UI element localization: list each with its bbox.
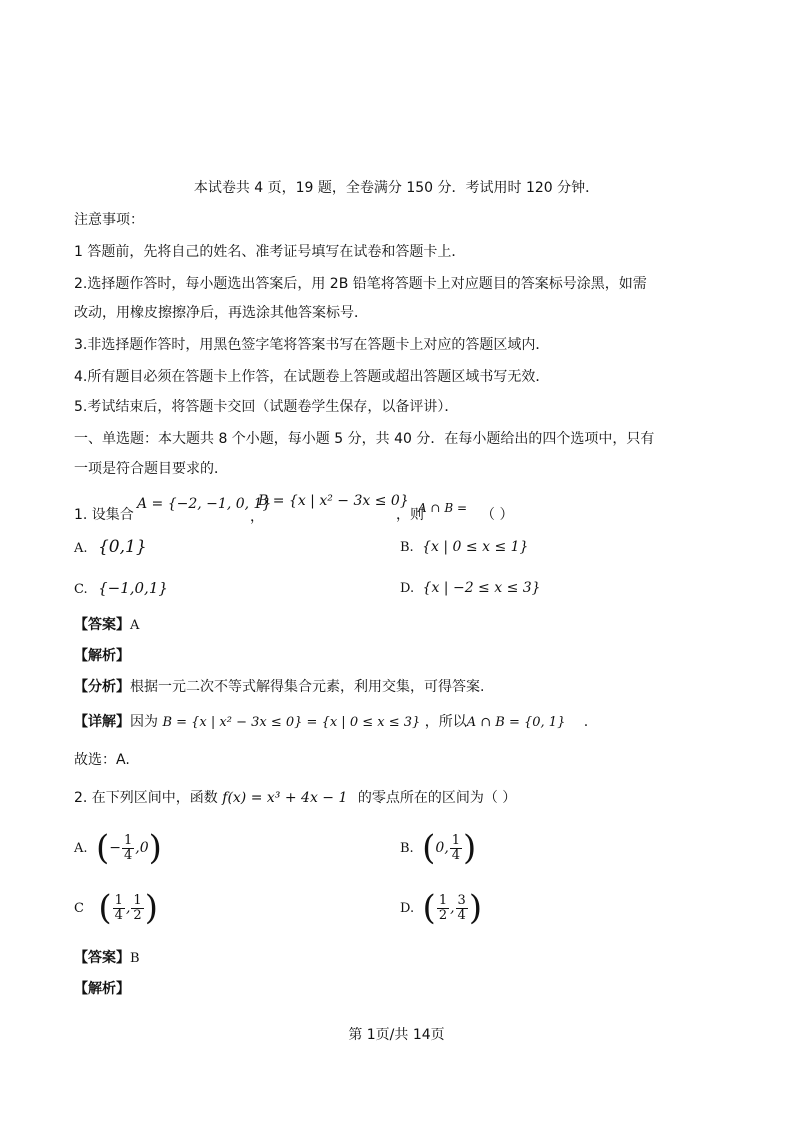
exam-intro: 本试卷共 4 页，19 题，全卷满分 150 分．考试用时 120 分钟．	[193, 180, 600, 196]
q1-xiangjie-math2: A ∩ B = {0, 1}	[466, 715, 566, 730]
q1-xiangjie	[74, 712, 588, 733]
q1-fenxi-text: 根据一元二次不等式解得集合元素，利用交集，可得答案.	[130, 679, 485, 695]
q1-fenxi	[74, 677, 484, 697]
q1-analysis-tag: 【解析】	[74, 648, 130, 664]
q1-xiangjie-b: ，所以	[424, 714, 467, 730]
note-item-4: 4.所有题目必须在答题卡上作答，在试题卷上答题或超出答题区域书写无效．	[74, 369, 550, 385]
notes-title: 注意事项：	[74, 212, 144, 228]
note-item-3: 3.非选择题作答时，用黑色签字笔将答案书写在答题卡上对应的答题区域内．	[74, 337, 550, 353]
q2-option-d-label: D.	[400, 901, 415, 916]
q1-xiangjie-tag: 【详解】	[74, 714, 130, 730]
q2-option-a-fraction: $\frac{1}{4}$	[123, 832, 133, 863]
q1-answer	[74, 615, 139, 636]
q1-option-b	[400, 537, 528, 558]
q1-option-b-text: {x | 0 ≤ x ≤ 1}	[422, 539, 529, 555]
q2-option-c-fraction-1: $\frac{1}{4}$	[114, 892, 123, 923]
q2-prefix: 2. 在下列区间中，函数	[74, 790, 218, 806]
q2-answer-tag: 【答案】	[74, 950, 130, 966]
q2-option-b: B. (0, $\frac{1}{4}$ )	[400, 828, 477, 868]
q1-option-c-text: {−1,0,1}	[98, 579, 168, 597]
q2-suffix: 的零点所在的区间为（ ）	[357, 790, 517, 806]
q1-option-d	[400, 578, 541, 599]
q2-option-d-fraction-1: $\frac{1}{2}$	[438, 892, 448, 923]
q1-option-a-label: A.	[74, 541, 88, 556]
q2-option-c: C ( $\frac{1}{4}$ , $\frac{1}{2}$ )	[74, 888, 158, 928]
q1-answer-tag: 【答案】	[74, 617, 130, 633]
q1-option-c	[74, 578, 168, 600]
q1-option-a-text: {0,1}	[97, 537, 147, 557]
q2-option-c-fraction-2: $\frac{1}{2}$	[133, 892, 142, 923]
note-item-2-cont: 改动，用橡皮擦擦净后，再选涂其他答案标号．	[74, 305, 368, 321]
q1-xiangjie-math: B = {x | x² − 3x ≤ 0} = {x | 0 ≤ x ≤ 3}	[162, 715, 421, 730]
q2-option-b-fraction: $\frac{1}{4}$	[451, 832, 461, 863]
q2-option-a-label: A.	[74, 841, 88, 856]
q2-option-d: D. ( $\frac{1}{2}$ , $\frac{3}{4}$ )	[400, 888, 483, 928]
q1-intersection: A ∩ B =	[418, 501, 468, 515]
note-item-5: 5.考试结束后，将答题卡交回（试题卷学生保存，以备评讲）．	[74, 399, 459, 415]
q2-option-b-label: B.	[400, 841, 414, 856]
q2-answer	[74, 948, 140, 969]
q1-option-d-text: {x | −2 ≤ x ≤ 3}	[422, 580, 541, 596]
note-item-1: 1 答题前，先将自己的姓名、准考证号填写在试卷和答题卡上．	[74, 244, 466, 260]
q1-set-b: B = {x | x² − 3x ≤ 0}	[258, 493, 409, 509]
q1-blank: （ ）	[481, 507, 514, 523]
q1-option-c-label: C.	[74, 582, 88, 597]
section-heading: 一、单选题：本大题共 8 个小题，每小题 5 分，共 40 分．在每小题给出的四个选项中，只有	[74, 431, 655, 447]
q1-stem	[74, 505, 134, 525]
section-heading-cont: 一项是符合题目要求的．	[74, 461, 228, 477]
page-footer: 第 1页/共 14页	[348, 1027, 445, 1043]
q1-comma: ，	[250, 509, 264, 525]
q2-option-d-fraction-2: $\frac{3}{4}$	[457, 892, 466, 923]
q2-option-c-label: C	[74, 901, 84, 916]
q2-option-a: A. (− $\frac{1}{4}$ ,0)	[74, 828, 162, 868]
q1-prefix: 1. 设集合	[74, 507, 134, 523]
q1-option-d-label: D.	[400, 581, 415, 596]
q2-stem	[74, 788, 516, 808]
q1-xiangjie-end: .	[583, 714, 589, 730]
q1-then: ，则	[396, 507, 424, 523]
q1-xiangjie-a: 因为	[130, 714, 158, 730]
q2-analysis-tag: 【解析】	[74, 981, 130, 997]
q2-function: f(x) = x³ + 4x − 1	[222, 790, 348, 806]
q1-set-a: A = {−2, −1, 0, 1}	[137, 496, 272, 512]
q1-fenxi-tag: 【分析】	[74, 679, 130, 695]
q1-answer-value: A	[130, 618, 140, 633]
q1-option-b-label: B.	[400, 540, 414, 555]
note-item-2: 2.选择题作答时，每小题选出答案后，用 2B 铅笔将答题卡上对应题目的答案标号涂黑，如需	[74, 276, 647, 292]
q2-answer-value: B	[130, 951, 140, 966]
q1-choice: 故选：A.	[74, 752, 130, 768]
q1-option-a	[74, 537, 147, 559]
